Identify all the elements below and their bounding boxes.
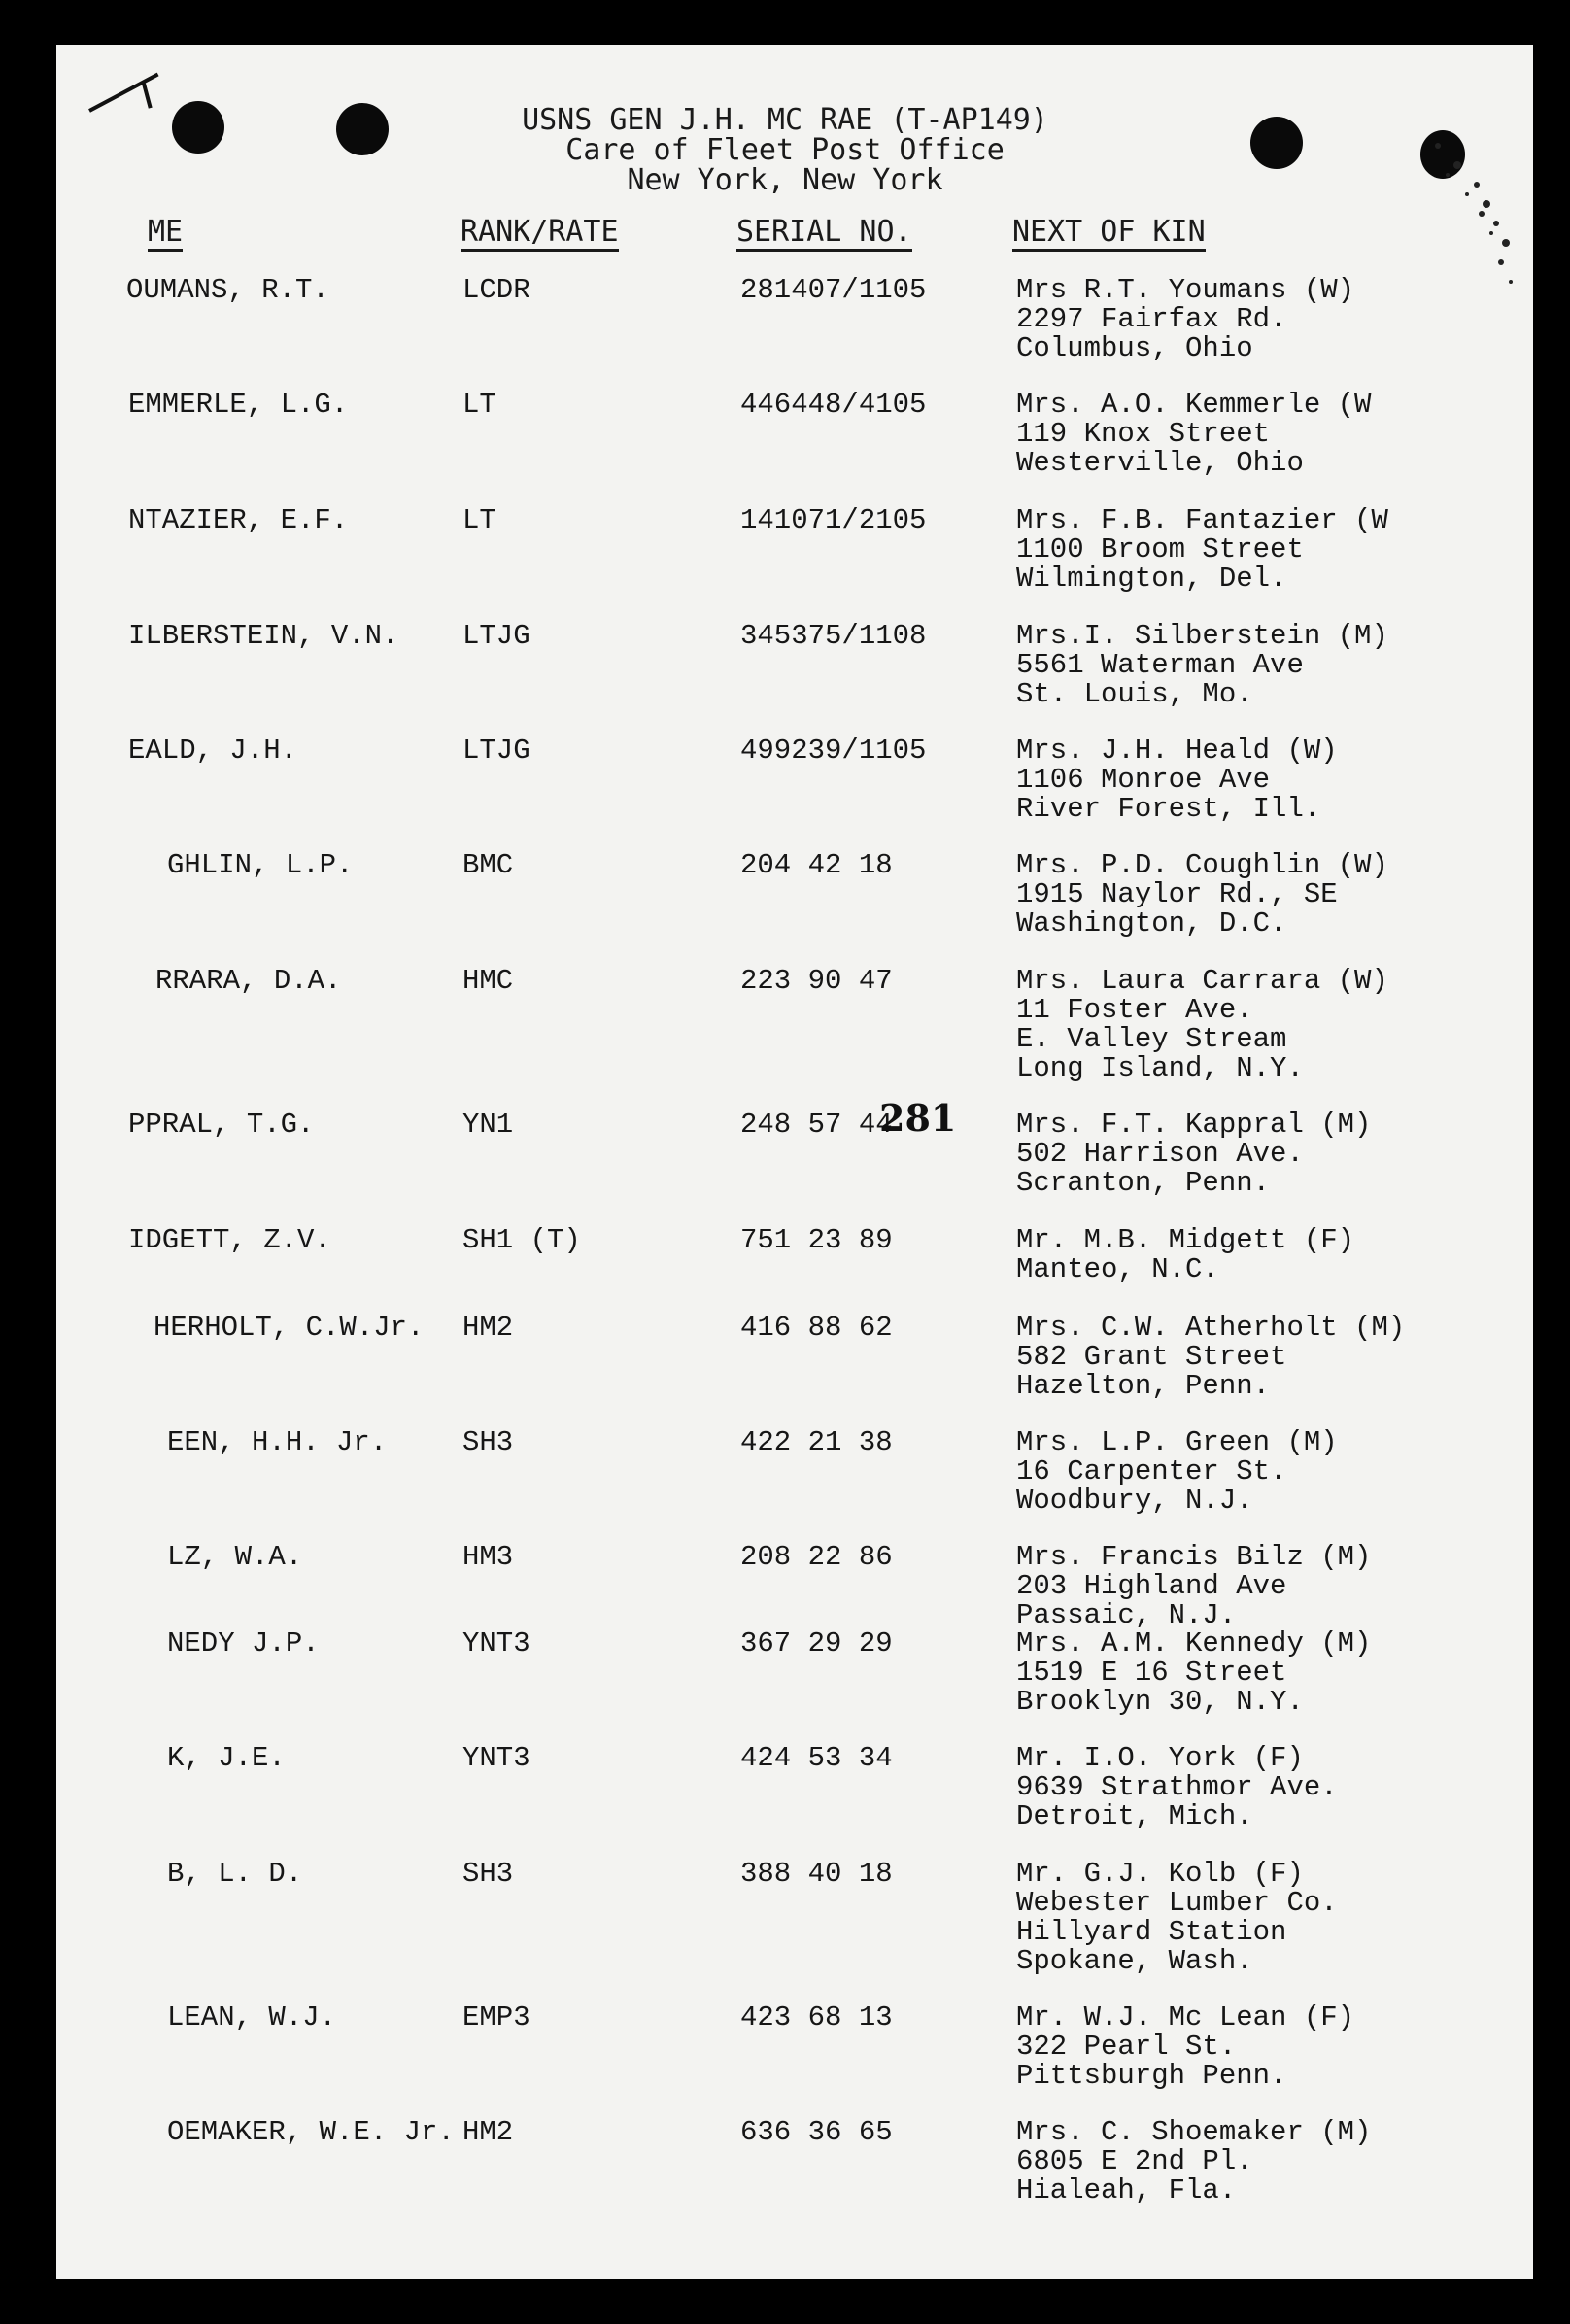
- row-kin-line: Detroit, Mich.: [1016, 1800, 1253, 1832]
- row-serial: 751 23 89: [740, 1224, 893, 1256]
- row-serial: 223 90 47: [740, 965, 893, 997]
- row-kin-line: 1100 Broom Street: [1016, 533, 1304, 565]
- row-kin-line: Scranton, Penn.: [1016, 1167, 1271, 1199]
- row-kin-line: Mrs. A.O. Kemmerle (W: [1016, 389, 1372, 421]
- row-kin-line: Mrs. F.T. Kappral (M): [1016, 1109, 1372, 1141]
- ship-name: USNS GEN J.H. MC RAE (T-AP149): [522, 103, 1048, 137]
- row-kin-line: 6805 E 2nd Pl.: [1016, 2145, 1253, 2177]
- row-serial: 367 29 29: [740, 1627, 893, 1659]
- row-kin-line: Washington, D.C.: [1016, 907, 1287, 940]
- row-rank: LCDR: [462, 274, 530, 306]
- row-kin-line: Manteo, N.C.: [1016, 1253, 1219, 1285]
- column-header-serial: SERIAL NO.: [736, 218, 912, 252]
- city-line: New York, New York: [627, 163, 943, 197]
- row-kin-line: 5561 Waterman Ave: [1016, 649, 1304, 681]
- row-kin-line: 1915 Naylor Rd., SE: [1016, 878, 1338, 910]
- row-name: LZ, W.A.: [167, 1541, 303, 1573]
- row-kin-line: Mrs. Laura Carrara (W): [1016, 965, 1388, 997]
- row-rank: BMC: [462, 849, 514, 881]
- row-rank: SH3: [462, 1426, 514, 1458]
- row-kin-line: Westerville, Ohio: [1016, 447, 1304, 479]
- row-kin-line: E. Valley Stream: [1016, 1023, 1287, 1055]
- row-name: NEDY J.P.: [167, 1627, 320, 1659]
- row-kin-line: Mr. G.J. Kolb (F): [1016, 1858, 1304, 1890]
- row-rank: LTJG: [462, 735, 530, 767]
- row-kin-line: Hazelton, Penn.: [1016, 1370, 1271, 1402]
- row-name: OUMANS, R.T.: [126, 274, 329, 306]
- row-rank: SH1 (T): [462, 1224, 581, 1256]
- row-kin-line: Mrs. J.H. Heald (W): [1016, 735, 1338, 767]
- row-name: PPRAL, T.G.: [128, 1109, 315, 1141]
- row-kin-line: Columbus, Ohio: [1016, 332, 1253, 364]
- row-name: ILBERSTEIN, V.N.: [128, 620, 399, 652]
- row-name: GHLIN, L.P.: [167, 849, 354, 881]
- row-kin-line: 11 Foster Ave.: [1016, 994, 1253, 1026]
- row-kin-line: Brooklyn 30, N.Y.: [1016, 1686, 1304, 1718]
- row-rank: LTJG: [462, 620, 530, 652]
- row-kin-line: Mrs. A.M. Kennedy (M): [1016, 1627, 1372, 1659]
- row-rank: YNT3: [462, 1627, 530, 1659]
- row-rank: HM2: [462, 2116, 514, 2148]
- row-kin-line: Mrs. C.W. Atherholt (M): [1016, 1312, 1406, 1344]
- row-serial: 636 36 65: [740, 2116, 893, 2148]
- handwritten-stamp-number: 281: [879, 1096, 957, 1140]
- row-kin-line: Hillyard Station: [1016, 1916, 1287, 1948]
- row-kin-line: 1519 E 16 Street: [1016, 1657, 1287, 1689]
- row-serial: 345375/1108: [740, 620, 927, 652]
- row-serial: 141071/2105: [740, 504, 927, 536]
- row-kin-line: 322 Pearl St.: [1016, 2031, 1237, 2063]
- row-serial: 422 21 38: [740, 1426, 893, 1458]
- row-rank: EMP3: [462, 2001, 530, 2034]
- post-office-line: Care of Fleet Post Office: [565, 133, 1005, 167]
- row-name: HERHOLT, C.W.Jr.: [154, 1312, 425, 1344]
- row-kin-line: St. Louis, Mo.: [1016, 678, 1253, 710]
- column-header-rank: RANK/RATE: [461, 218, 619, 252]
- row-name: RRARA, D.A.: [155, 965, 342, 997]
- row-serial: 248 57 44: [740, 1109, 893, 1141]
- row-kin-line: Mr. M.B. Midgett (F): [1016, 1224, 1355, 1256]
- row-name: K, J.E.: [167, 1742, 286, 1774]
- row-kin-line: 502 Harrison Ave.: [1016, 1138, 1304, 1170]
- row-kin-line: 203 Highland Ave: [1016, 1570, 1287, 1602]
- row-kin-line: Mrs. C. Shoemaker (M): [1016, 2116, 1372, 2148]
- row-kin-line: Mrs. P.D. Coughlin (W): [1016, 849, 1388, 881]
- row-name: LEAN, W.J.: [167, 2001, 337, 2034]
- row-serial: 204 42 18: [740, 849, 893, 881]
- document-page: [56, 45, 1533, 2279]
- row-rank: HMC: [462, 965, 514, 997]
- row-name: OEMAKER, W.E. Jr.: [167, 2116, 455, 2148]
- row-kin-line: 1106 Monroe Ave: [1016, 764, 1271, 796]
- row-serial: 446448/4105: [740, 389, 927, 421]
- row-serial: 416 88 62: [740, 1312, 893, 1344]
- row-kin-line: Mrs. L.P. Green (M): [1016, 1426, 1338, 1458]
- row-rank: YN1: [462, 1109, 514, 1141]
- row-kin-line: Passaic, N.J.: [1016, 1599, 1237, 1631]
- row-kin-line: Mrs. Francis Bilz (M): [1016, 1541, 1372, 1573]
- row-kin-line: Hialeah, Fla.: [1016, 2174, 1237, 2206]
- row-serial: 388 40 18: [740, 1858, 893, 1890]
- row-kin-line: Mrs. F.B. Fantazier (W: [1016, 504, 1388, 536]
- row-kin-line: Pittsburgh Penn.: [1016, 2060, 1287, 2092]
- row-kin-line: 9639 Strathmor Ave.: [1016, 1771, 1338, 1803]
- row-kin-line: Woodbury, N.J.: [1016, 1485, 1253, 1517]
- row-serial: 281407/1105: [740, 274, 927, 306]
- row-kin-line: Mrs.I. Silberstein (M): [1016, 620, 1388, 652]
- row-kin-line: Mr. I.O. York (F): [1016, 1742, 1304, 1774]
- row-serial: 423 68 13: [740, 2001, 893, 2034]
- row-kin-line: River Forest, Ill.: [1016, 793, 1321, 825]
- row-name: EMMERLE, L.G.: [128, 389, 349, 421]
- row-name: B, L. D.: [167, 1858, 303, 1890]
- row-rank: LT: [462, 389, 496, 421]
- row-kin-line: 119 Knox Street: [1016, 418, 1271, 450]
- row-kin-line: Wilmington, Del.: [1016, 563, 1287, 595]
- row-serial: 208 22 86: [740, 1541, 893, 1573]
- row-kin-line: 2297 Fairfax Rd.: [1016, 303, 1287, 335]
- row-rank: LT: [462, 504, 496, 536]
- row-name: EEN, H.H. Jr.: [167, 1426, 388, 1458]
- row-kin-line: Mrs R.T. Youmans (W): [1016, 274, 1355, 306]
- column-header-kin: NEXT OF KIN: [1012, 218, 1206, 252]
- row-kin-line: 16 Carpenter St.: [1016, 1455, 1287, 1487]
- row-kin-line: Long Island, N.Y.: [1016, 1052, 1304, 1084]
- row-kin-line: Mr. W.J. Mc Lean (F): [1016, 2001, 1355, 2034]
- row-kin-line: 582 Grant Street: [1016, 1341, 1287, 1373]
- row-kin-line: Spokane, Wash.: [1016, 1945, 1253, 1977]
- row-rank: HM2: [462, 1312, 514, 1344]
- row-name: IDGETT, Z.V.: [128, 1224, 331, 1256]
- row-rank: YNT3: [462, 1742, 530, 1774]
- row-name: NTAZIER, E.F.: [128, 504, 349, 536]
- row-name: EALD, J.H.: [128, 735, 298, 767]
- row-serial: 424 53 34: [740, 1742, 893, 1774]
- row-rank: HM3: [462, 1541, 514, 1573]
- row-serial: 499239/1105: [740, 735, 927, 767]
- row-rank: SH3: [462, 1858, 514, 1890]
- row-kin-line: Webester Lumber Co.: [1016, 1887, 1338, 1919]
- column-header-name: ME: [148, 218, 183, 252]
